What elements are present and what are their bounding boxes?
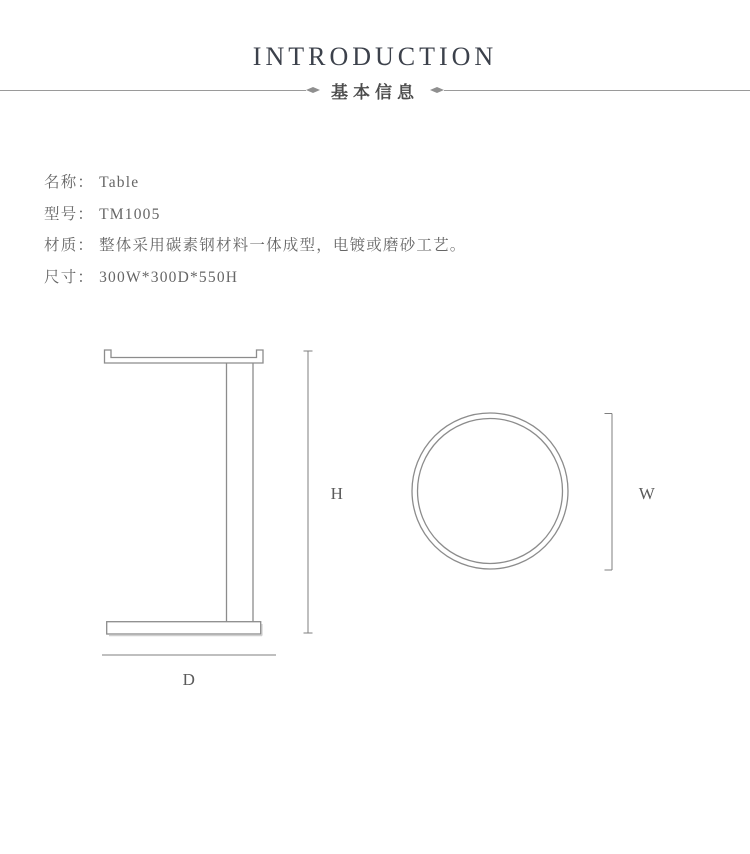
technical-drawing [0, 330, 750, 710]
info-label: 材质： [44, 237, 95, 254]
diamond-arrow-icon [430, 87, 444, 93]
info-value: Table [99, 174, 140, 191]
top-view-outer-circle [412, 413, 568, 569]
section-title: INTRODUCTION [252, 42, 498, 71]
diamond-arrow-icon [306, 87, 320, 93]
info-row-model [44, 199, 720, 231]
subtitle-divider [0, 78, 750, 102]
depth-dimension-label: D [182, 670, 196, 689]
height-dimension-label: H [330, 484, 344, 503]
info-value: TM1005 [99, 205, 161, 223]
info-label: 名称： [44, 174, 95, 191]
section-subtitle: 基本信息 [331, 82, 419, 102]
side-view-base [107, 622, 261, 634]
info-row-material [44, 230, 720, 262]
divider-line-right [444, 90, 750, 91]
divider-line-left [0, 90, 306, 91]
info-value: 整体采用碳素钢材料一体成型，电镀或磨砂工艺。 [99, 237, 467, 254]
top-view-inner-circle [418, 419, 563, 564]
width-dimension-label: W [638, 484, 656, 503]
info-label: 尺寸： [44, 268, 95, 286]
product-info-list [44, 167, 720, 293]
info-row-dimensions [44, 262, 720, 294]
info-value: 300W*300D*550H [99, 268, 239, 286]
info-label: 型号： [44, 205, 95, 223]
side-view-tabletop [105, 350, 264, 363]
info-row-name [44, 167, 720, 199]
